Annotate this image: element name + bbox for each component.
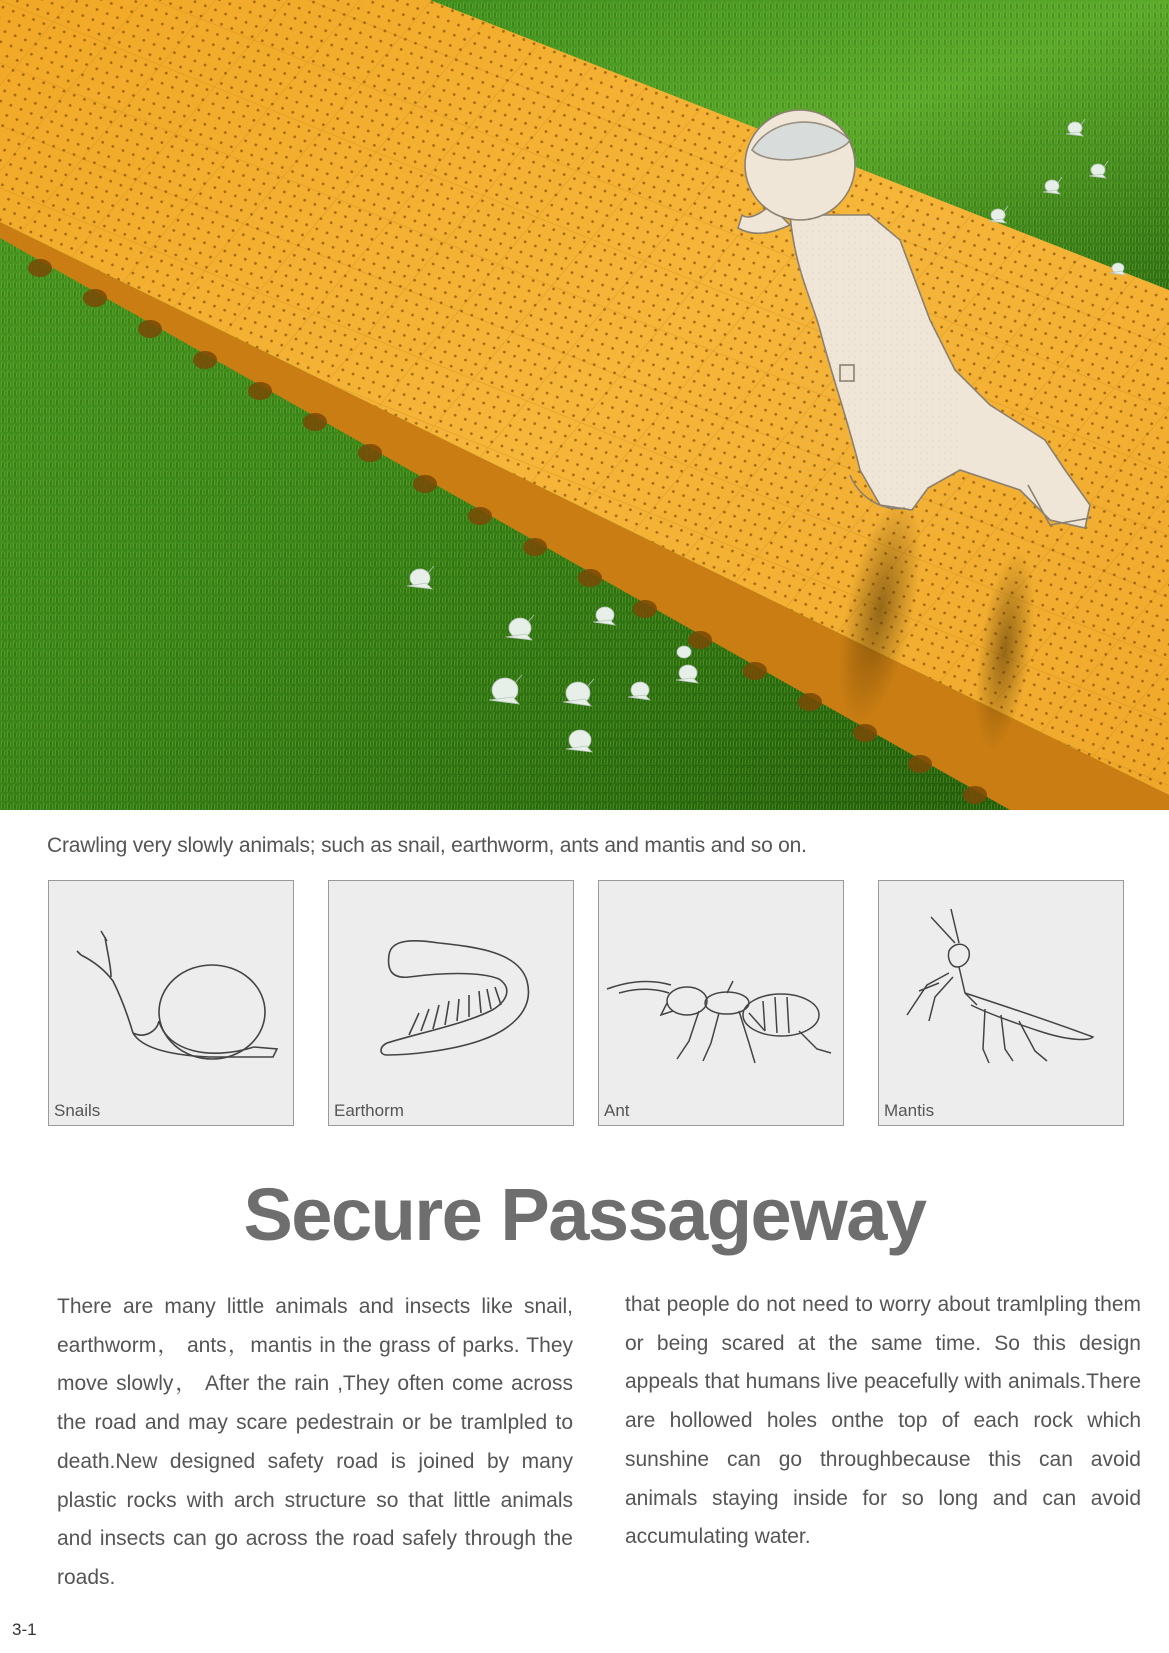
card-label: Snails	[54, 1101, 101, 1120]
card-mantis	[878, 880, 1124, 1126]
card-label: Mantis	[884, 1101, 935, 1120]
card-snails	[48, 880, 294, 1126]
body-text-left: There are many little animals and insects like snail, earthworm， ants，mantis in the grass of parks. They move slowly， After the rain ,They often come across the road and may scare pedestrain or be tramlpled to death.New designed safety road is joined by many plastic rocks with arch structure so that little animals and insects can go across the road safely through the roads.	[57, 1295, 573, 1589]
page-title: Secure Passageway	[243, 1173, 926, 1256]
animal-cards	[48, 880, 1124, 1126]
mantis-icon	[879, 881, 1122, 1124]
card-label: Ant	[604, 1101, 630, 1120]
ant-icon	[599, 881, 842, 1124]
earthworm-icon	[329, 881, 572, 1124]
page-number: 3-1	[12, 1620, 37, 1639]
body-text-right: that people do not need to worry about tramlpling them or being scared at the same time. So this design appeals that humans live peacefully with animals.There are hollowed holes onthe top of each rock which sunshine can go throughbecause this can avoid animals staying inside for so long and can avoid accumulating water.	[625, 1293, 1141, 1549]
card-ant	[598, 880, 844, 1126]
snail-icon	[49, 881, 292, 1124]
hero-illustration	[0, 0, 1169, 810]
card-label: Earthorm	[334, 1101, 404, 1120]
hero-caption: Crawling very slowly animals; such as snail, earthworm, ants and mantis and so on.	[47, 834, 807, 857]
card-earthworm	[328, 880, 574, 1126]
